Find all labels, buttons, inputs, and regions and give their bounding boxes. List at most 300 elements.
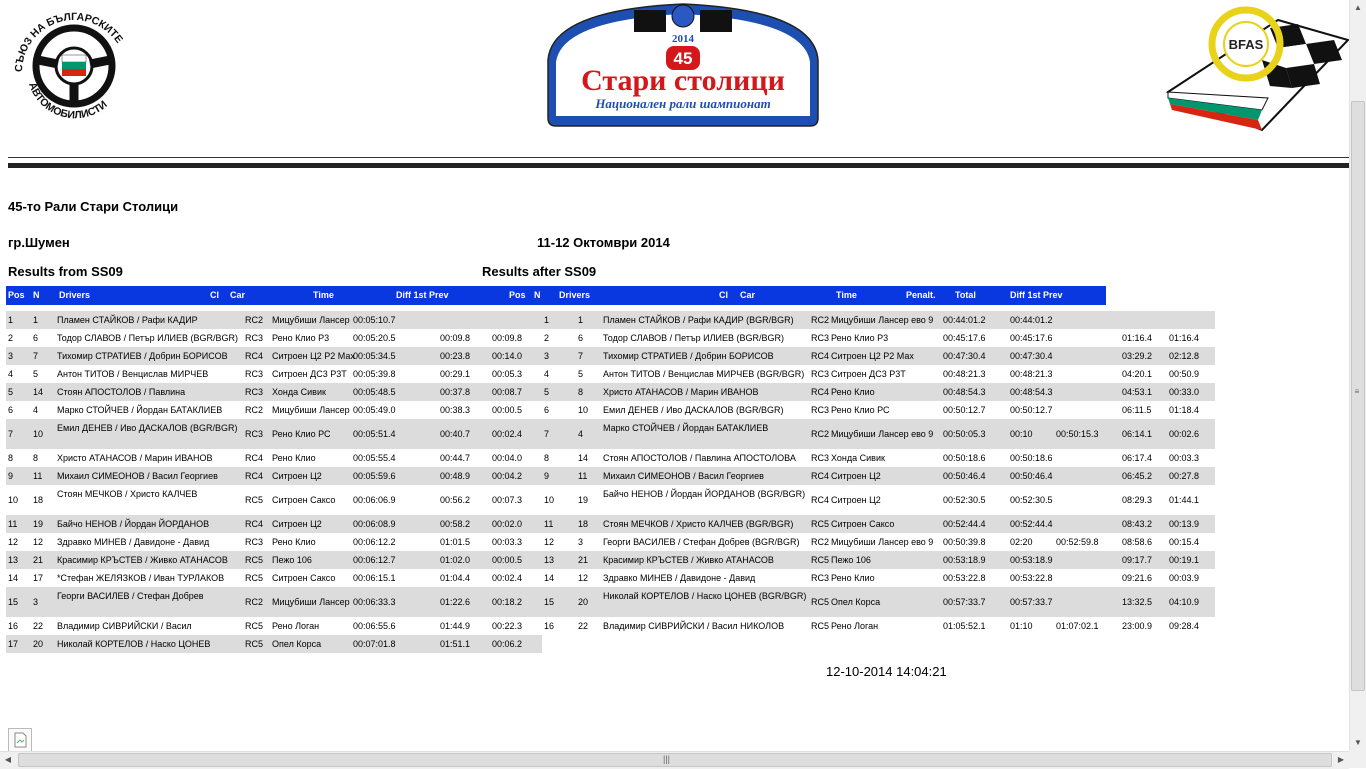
- stage-cell-diff-prev: 00:04.0: [492, 453, 523, 463]
- stage-cell-time: 00:06:08.9: [353, 519, 396, 529]
- overall-cell-cl: RC4: [811, 351, 830, 361]
- logo-center-number: 45: [673, 49, 693, 68]
- overall-cell-car: Ситроен Саксо: [831, 519, 895, 529]
- stage-cell-pos: 16: [8, 621, 19, 631]
- overall-cell-car: Рено Логан: [831, 621, 879, 631]
- overall-cell-pos: 9: [544, 471, 550, 481]
- stage-cell-diff-prev: 00:00.5: [492, 405, 523, 415]
- stage-cell-drivers: Антон ТИТОВ / Венцислав МИРЧЕВ: [57, 369, 209, 379]
- stage-cell-pos: 3: [8, 351, 14, 361]
- overall-cell-diff-first: 13:32.5: [1122, 597, 1153, 607]
- overall-cell-time: 00:50:12.7: [943, 405, 986, 415]
- stage-col-pos: Pos: [8, 290, 25, 300]
- stage-cell-n: 22: [33, 621, 44, 631]
- logo-right-text: BFAS: [1228, 37, 1264, 52]
- stage-cell-diff-first: 01:22.6: [440, 597, 471, 607]
- overall-cell-drivers: Тодор СЛАВОВ / Петър ИЛИЕВ (BGR/BGR): [603, 333, 784, 343]
- stage-cell-diff-prev: 00:18.2: [492, 597, 523, 607]
- overall-cell-time: 00:50:39.8: [943, 537, 986, 547]
- overall-col-car: Car: [740, 290, 756, 300]
- overall-cell-total: 00:47:30.4: [1010, 351, 1053, 361]
- stage-cell-pos: 4: [8, 369, 14, 379]
- overall-cell-total: 00:50:18.6: [1010, 453, 1053, 463]
- stage-cell-time: 00:06:15.1: [353, 573, 396, 583]
- overall-results-heading: Results after SS09: [482, 264, 597, 279]
- stage-cell-drivers: Михаил СИМЕОНОВ / Васил Георгиев: [57, 471, 218, 481]
- logo-center-title: Стари столици: [581, 64, 785, 97]
- stage-cell-diff-first: 00:40.7: [440, 429, 471, 439]
- overall-cell-time: 00:50:18.6: [943, 453, 986, 463]
- stage-cell-cl: RC3: [245, 429, 264, 439]
- stage-cell-car: Ситроен Ц2: [272, 519, 322, 529]
- stage-cell-diff-first: 01:44.9: [440, 621, 471, 631]
- stage-col-car: Car: [230, 290, 246, 300]
- stage-cell-drivers: Николай КОРТЕЛОВ / Наско ЦОНЕВ: [57, 639, 211, 649]
- stage-cell-cl: RC2: [245, 315, 264, 325]
- generated-timestamp: 12-10-2014 14:04:21: [826, 664, 947, 679]
- overall-cell-time: 00:50:05.3: [943, 429, 986, 439]
- overall-cell-n: 10: [578, 405, 589, 415]
- overall-cell-diff-first: 06:45.2: [1122, 471, 1153, 481]
- overall-cell-cl: RC2: [811, 537, 830, 547]
- stage-cell-n: 8: [33, 453, 39, 463]
- stage-cell-diff-first: 00:38.3: [440, 405, 471, 415]
- stage-cell-cl: RC5: [245, 639, 264, 649]
- stage-cell-drivers: Стоян АПОСТОЛОВ / Павлина: [57, 387, 186, 397]
- stage-cell-n: 11: [33, 471, 43, 481]
- overall-cell-pos: 4: [544, 369, 550, 379]
- stage-cell-car: Рено Клио: [272, 537, 316, 547]
- overall-cell-diff-prev: 00:03.3: [1169, 453, 1200, 463]
- overall-col-penalt: Penalt.: [906, 290, 936, 300]
- stage-cell-pos: 13: [8, 555, 19, 565]
- scroll-left-icon[interactable]: ◀: [4, 755, 12, 764]
- overall-cell-total: 00:44:01.2: [1010, 315, 1053, 325]
- overall-col-total: Total: [955, 290, 976, 300]
- stage-cell-diff-first: 00:44.7: [440, 453, 471, 463]
- stage-cell-diff-first: 00:48.9: [440, 471, 471, 481]
- stage-cell-car: Рено Клио: [272, 453, 316, 463]
- overall-cell-penalt: 01:10: [1010, 621, 1033, 631]
- stage-cell-drivers: Здравко МИНЕВ / Давидоне - Давид: [57, 537, 210, 547]
- stage-cell-time: 00:07:01.8: [353, 639, 396, 649]
- overall-cell-cl: RC3: [811, 573, 830, 583]
- overall-cell-drivers: Антон ТИТОВ / Венцислав МИРЧЕВ (BGR/BGR): [603, 369, 805, 379]
- stage-cell-car: Мицубиши Лансер: [272, 315, 350, 325]
- overall-cell-cl: RC4: [811, 387, 830, 397]
- stage-cell-n: 12: [33, 537, 44, 547]
- overall-cell-diff-first: 09:21.6: [1122, 573, 1153, 583]
- overall-cell-diff-first: 08:58.6: [1122, 537, 1153, 547]
- overall-cell-pos: 2: [544, 333, 550, 343]
- overall-cell-n: 20: [578, 597, 589, 607]
- stage-cell-cl: RC4: [245, 351, 264, 361]
- stage-cell-diff-prev: 00:03.3: [492, 537, 523, 547]
- stage-cell-time: 00:05:49.0: [353, 405, 396, 415]
- overall-cell-car: Рено Клио РС: [831, 405, 890, 415]
- overall-cell-diff-first: 06:14.1: [1122, 429, 1153, 439]
- stage-cell-cl: RC3: [245, 387, 264, 397]
- overall-cell-car: Рено Клио Р3: [831, 333, 889, 343]
- overall-cell-cl: RC4: [811, 495, 830, 505]
- overall-cell-pos: 3: [544, 351, 550, 361]
- overall-cell-drivers: Стоян МЕЧКОВ / Христо КАЛЧЕВ (BGR/BGR): [603, 519, 794, 529]
- overall-cell-diff-first: 09:17.7: [1122, 555, 1153, 565]
- overall-cell-total: 00:52:59.8: [1056, 537, 1099, 547]
- overall-cell-n: 1: [578, 315, 584, 325]
- stage-cell-diff-first: 00:37.8: [440, 387, 471, 397]
- stage-cell-diff-prev: 00:02.4: [492, 429, 523, 439]
- grip-icon: ≡: [1354, 387, 1360, 396]
- stage-cell-n: 4: [33, 405, 39, 415]
- overall-cell-diff-prev: 02:12.8: [1169, 351, 1200, 361]
- stage-cell-pos: 8: [8, 453, 14, 463]
- stage-cell-car: Мицубиши Лансер: [272, 405, 350, 415]
- overall-cell-time: 00:57:33.7: [943, 597, 986, 607]
- stage-cell-cl: RC4: [245, 471, 264, 481]
- overall-cell-n: 12: [578, 573, 589, 583]
- overall-cell-pos: 1: [544, 315, 550, 325]
- stage-cell-drivers: Пламен СТАЙКОВ / Рафи КАДИР: [57, 315, 198, 325]
- stage-cell-time: 00:05:59.6: [353, 471, 396, 481]
- overall-cell-drivers: Марко СТОЙЧЕВ / Йордан БАТАКЛИЕВ: [603, 423, 769, 433]
- separator-line: [8, 157, 1350, 158]
- stage-cell-cl: RC4: [245, 453, 264, 463]
- overall-cell-diff-first: 08:43.2: [1122, 519, 1153, 529]
- overall-cell-total: 00:50:15.3: [1056, 429, 1099, 439]
- stage-cell-cl: RC2: [245, 405, 264, 415]
- stage-cell-pos: 15: [8, 597, 19, 607]
- stage-cell-pos: 6: [8, 405, 14, 415]
- stage-cell-n: 3: [33, 597, 39, 607]
- stage-cell-cl: RC4: [245, 519, 264, 529]
- stage-cell-car: Рено Клио РС: [272, 429, 331, 439]
- overall-cell-pos: 10: [544, 495, 555, 505]
- separator-bar: [8, 163, 1350, 168]
- overall-cell-diff-prev: 00:13.9: [1169, 519, 1200, 529]
- overall-col-n: N: [534, 290, 541, 300]
- results-header-bar: [6, 286, 1106, 305]
- overall-cell-diff-prev: 00:27.8: [1169, 471, 1200, 481]
- overall-cell-n: 3: [578, 537, 584, 547]
- stage-cell-cl: RC3: [245, 369, 264, 379]
- overall-cell-n: 22: [578, 621, 589, 631]
- stage-cell-pos: 9: [8, 471, 14, 481]
- overall-cell-diff-first: 06:17.4: [1122, 453, 1153, 463]
- overall-cell-n: 6: [578, 333, 584, 343]
- overall-col-time: Time: [836, 290, 857, 300]
- scroll-up-icon[interactable]: ▲: [1354, 3, 1362, 12]
- overall-cell-total: 00:57:33.7: [1010, 597, 1053, 607]
- stage-cell-car: Рено Клио Р3: [272, 333, 330, 343]
- stage-cell-time: 00:05:10.7: [353, 315, 396, 325]
- overall-cell-cl: RC5: [811, 555, 830, 565]
- stage-cell-time: 00:05:20.5: [353, 333, 396, 343]
- overall-cell-diff-first: 03:29.2: [1122, 351, 1153, 361]
- overall-cell-car: Рено Клио: [831, 387, 875, 397]
- overall-cell-time: 00:45:17.6: [943, 333, 986, 343]
- stage-cell-car: Хонда Сивик: [272, 387, 326, 397]
- stage-cell-diff-prev: 00:02.0: [492, 519, 523, 529]
- overall-cell-pos: 13: [544, 555, 555, 565]
- stage-cell-drivers: Емил ДЕНЕВ / Иво ДАСКАЛОВ (BGR/BGR): [57, 423, 238, 433]
- stage-cell-car: Рено Логан: [272, 621, 320, 631]
- overall-cell-drivers: Емил ДЕНЕВ / Иво ДАСКАЛОВ (BGR/BGR): [603, 405, 784, 415]
- overall-col-drivers: Drivers: [559, 290, 591, 300]
- overall-col-pos: Pos: [509, 290, 526, 300]
- stage-cell-n: 7: [33, 351, 39, 361]
- broken-image-icon[interactable]: [8, 728, 32, 752]
- overall-cell-n: 18: [578, 519, 589, 529]
- overall-cell-pos: 8: [544, 453, 550, 463]
- overall-cell-diff-prev: 00:03.9: [1169, 573, 1200, 583]
- overall-cell-cl: RC2: [811, 429, 830, 439]
- overall-cell-diff-first: 08:29.3: [1122, 495, 1153, 505]
- stage-cell-diff-first: 01:02.0: [440, 555, 471, 565]
- stage-cell-diff-first: 01:01.5: [440, 537, 471, 547]
- stage-cell-pos: 12: [8, 537, 19, 547]
- overall-cell-drivers: Николай КОРТЕЛОВ / Наско ЦОНЕВ (BGR/BGR): [603, 591, 807, 601]
- overall-cell-pos: 5: [544, 387, 550, 397]
- stage-cell-n: 21: [33, 555, 44, 565]
- overall-cell-n: 5: [578, 369, 584, 379]
- stage-cell-pos: 17: [8, 639, 19, 649]
- stage-cell-diff-prev: 00:00.5: [492, 555, 523, 565]
- overall-cell-pos: 14: [544, 573, 555, 583]
- stage-cell-pos: 5: [8, 387, 14, 397]
- overall-cell-car: Мицубиши Лансер ево 9: [831, 537, 934, 547]
- overall-cell-n: 8: [578, 387, 584, 397]
- overall-cell-diff-prev: 01:44.1: [1169, 495, 1200, 505]
- overall-cell-total: 00:53:22.8: [1010, 573, 1053, 583]
- overall-cell-cl: RC5: [811, 597, 830, 607]
- stage-cell-cl: RC5: [245, 555, 264, 565]
- overall-cell-diff-prev: 00:15.4: [1169, 537, 1200, 547]
- stage-cell-diff-first: 00:58.2: [440, 519, 471, 529]
- overall-cell-drivers: Тихомир СТРАТИЕВ / Добрин БОРИСОВ: [603, 351, 774, 361]
- overall-cell-time: 00:53:22.8: [943, 573, 986, 583]
- overall-cell-pos: 15: [544, 597, 555, 607]
- overall-cell-diff-prev: 09:28.4: [1169, 621, 1200, 631]
- stage-cell-diff-prev: 00:04.2: [492, 471, 523, 481]
- stage-cell-n: 5: [33, 369, 39, 379]
- overall-cell-car: Мицубиши Лансер ево 9: [831, 429, 934, 439]
- overall-cell-drivers: Красимир КРЪСТЕВ / Живко АТАНАСОВ: [603, 555, 774, 565]
- stage-cell-cl: RC5: [245, 495, 264, 505]
- overall-cell-total: 00:48:21.3: [1010, 369, 1053, 379]
- scrollbar-corner: [1349, 751, 1366, 768]
- overall-cell-time: 01:05:52.1: [943, 621, 986, 631]
- overall-cell-total: 00:52:30.5: [1010, 495, 1053, 505]
- overall-cell-cl: RC2: [811, 315, 830, 325]
- stage-col-drivers: Drivers: [59, 290, 91, 300]
- stage-col-time: Time: [313, 290, 334, 300]
- overall-cell-total: 00:52:44.4: [1010, 519, 1053, 529]
- overall-cell-car: Хонда Сивик: [831, 453, 885, 463]
- stage-cell-time: 00:05:51.4: [353, 429, 396, 439]
- stage-cell-cl: RC3: [245, 537, 264, 547]
- stage-cell-diff-prev: 00:07.3: [492, 495, 523, 505]
- overall-cell-cl: RC3: [811, 369, 830, 379]
- union-bulgarian-motorists-logo: [6, 2, 142, 132]
- stage-cell-time: 00:06:06.9: [353, 495, 396, 505]
- stage-cell-time: 00:05:48.5: [353, 387, 396, 397]
- overall-cell-car: Ситроен ДС3 Р3Т: [831, 369, 906, 379]
- stage-cell-n: 17: [33, 573, 44, 583]
- overall-cell-cl: RC5: [811, 519, 830, 529]
- stage-cell-car: Ситроен Ц2 Р2 Мах: [272, 351, 355, 361]
- grip-icon: |||: [663, 754, 671, 764]
- overall-cell-pos: 16: [544, 621, 555, 631]
- overall-cell-diff-prev: 00:33.0: [1169, 387, 1200, 397]
- stage-cell-cl: RC3: [245, 333, 264, 343]
- stage-cell-drivers: Марко СТОЙЧЕВ / Йордан БАТАКЛИЕВ: [57, 405, 223, 415]
- stage-cell-diff-first: 00:56.2: [440, 495, 471, 505]
- stage-cell-drivers: Тихомир СТРАТИЕВ / Добрин БОРИСОВ: [57, 351, 228, 361]
- stage-cell-n: 6: [33, 333, 39, 343]
- scroll-down-icon[interactable]: ▼: [1354, 738, 1362, 747]
- overall-cell-drivers: Здравко МИНЕВ / Давидоне - Давид: [603, 573, 756, 583]
- stage-cell-n: 18: [33, 495, 44, 505]
- overall-cell-car: Мицубиши Лансер ево 9: [831, 315, 934, 325]
- overall-cell-drivers: Байчо НЕНОВ / Йордан ЙОРДАНОВ (BGR/BGR): [603, 489, 806, 499]
- overall-cell-diff-first: 06:11.5: [1122, 405, 1152, 415]
- overall-cell-penalt: 02:20: [1010, 537, 1033, 547]
- overall-cell-total: 01:07:02.1: [1056, 621, 1099, 631]
- overall-cell-n: 7: [578, 351, 584, 361]
- stage-cell-diff-first: 00:29.1: [440, 369, 471, 379]
- overall-cell-diff-prev: 00:19.1: [1169, 555, 1200, 565]
- stage-cell-car: Ситроен ДС3 Р3Т: [272, 369, 347, 379]
- overall-cell-diff-first: 04:53.1: [1122, 387, 1153, 397]
- stage-cell-n: 10: [33, 429, 44, 439]
- overall-cell-n: 14: [578, 453, 589, 463]
- stage-cell-diff-prev: 00:08.7: [492, 387, 523, 397]
- overall-cell-total: 00:48:54.3: [1010, 387, 1053, 397]
- overall-cell-time: 00:47:30.4: [943, 351, 986, 361]
- stage-cell-car: Ситроен Саксо: [272, 495, 336, 505]
- stage-cell-pos: 2: [8, 333, 14, 343]
- overall-cell-n: 21: [578, 555, 589, 565]
- horizontal-scrollbar-thumb[interactable]: [18, 753, 1332, 767]
- overall-cell-diff-prev: 04:10.9: [1169, 597, 1200, 607]
- stage-cell-pos: 7: [8, 429, 14, 439]
- stage-cell-diff-prev: 00:09.8: [492, 333, 523, 343]
- stage-cell-diff-first: 00:09.8: [440, 333, 471, 343]
- overall-cell-total: 00:53:18.9: [1010, 555, 1053, 565]
- overall-cell-cl: RC3: [811, 333, 830, 343]
- stage-cell-time: 00:05:39.8: [353, 369, 396, 379]
- overall-cell-car: Ситроен Ц2: [831, 471, 881, 481]
- logo-center-year: 2014: [672, 33, 694, 45]
- stage-cell-time: 00:06:33.3: [353, 597, 396, 607]
- overall-cell-diff-prev: 00:50.9: [1169, 369, 1200, 379]
- logo-left-text-bottom: АВТОМОБИЛИСТИ: [26, 80, 110, 122]
- overall-cell-n: 19: [578, 495, 589, 505]
- stage-cell-time: 00:05:55.4: [353, 453, 396, 463]
- stage-results-heading: Results from SS09: [8, 264, 123, 279]
- overall-cell-n: 4: [578, 429, 584, 439]
- overall-cell-diff-first: 04:20.1: [1122, 369, 1153, 379]
- stage-cell-diff-first: 01:51.1: [440, 639, 471, 649]
- overall-col-cl: Cl: [719, 290, 728, 300]
- overall-cell-time: 00:52:30.5: [943, 495, 986, 505]
- stage-cell-drivers: Владимир СИВРИЙСКИ / Васил: [57, 621, 192, 631]
- overall-cell-diff-prev: 01:18.4: [1169, 405, 1200, 415]
- overall-cell-time: 00:53:18.9: [943, 555, 986, 565]
- overall-cell-drivers: Михаил СИМЕОНОВ / Васил Георгиев: [603, 471, 764, 481]
- stage-cell-drivers: Тодор СЛАВОВ / Петър ИЛИЕВ (BGR/BGR): [57, 333, 238, 343]
- overall-cell-car: Пежо 106: [831, 555, 871, 565]
- overall-cell-n: 11: [578, 471, 588, 481]
- stage-cell-car: Ситроен Саксо: [272, 573, 336, 583]
- stage-col-n: N: [33, 290, 40, 300]
- stage-cell-time: 00:06:55.6: [353, 621, 396, 631]
- overall-cell-car: Ситроен Ц2: [831, 495, 881, 505]
- overall-cell-cl: RC3: [811, 453, 830, 463]
- event-title: 45-то Рали Стари Столици: [8, 199, 179, 214]
- bfas-logo: [1158, 0, 1352, 132]
- overall-cell-car: Ситроен Ц2 Р2 Мах: [831, 351, 914, 361]
- stage-cell-drivers: Георги ВАСИЛЕВ / Стефан Добрев: [57, 591, 204, 601]
- stage-col-cl: Cl: [210, 290, 219, 300]
- overall-cell-cl: RC3: [811, 405, 830, 415]
- overall-cell-cl: RC5: [811, 621, 830, 631]
- overall-cell-time: 00:48:21.3: [943, 369, 986, 379]
- overall-cell-car: Опел Корса: [831, 597, 881, 607]
- stage-cell-diff-first: 00:23.8: [440, 351, 471, 361]
- overall-cell-total: 00:50:12.7: [1010, 405, 1053, 415]
- stage-cell-diff-prev: 00:22.3: [492, 621, 523, 631]
- stage-cell-car: Ситроен Ц2: [272, 471, 322, 481]
- overall-cell-time: 00:52:44.4: [943, 519, 986, 529]
- logo-left-text-top: СЪЮЗ НА БЪЛГАРСКИТЕ: [12, 10, 126, 73]
- overall-col-diff: Diff 1st Prev: [1010, 290, 1063, 300]
- overall-cell-cl: RC4: [811, 471, 830, 481]
- stage-cell-cl: RC5: [245, 573, 264, 583]
- stage-cell-drivers: Красимир КРЪСТЕВ / Живко АТАНАСОВ: [57, 555, 228, 565]
- stage-cell-drivers: *Стефан ЖЕЛЯЗКОВ / Иван ТУРЛАКОВ: [57, 573, 225, 583]
- overall-cell-pos: 6: [544, 405, 550, 415]
- overall-cell-car: Рено Клио: [831, 573, 875, 583]
- overall-cell-diff-prev: 00:02.6: [1169, 429, 1200, 439]
- stage-cell-n: 14: [33, 387, 44, 397]
- logo-center-subtitle: Национален рали шампионат: [595, 96, 771, 111]
- stage-cell-pos: 11: [8, 519, 18, 529]
- stage-cell-n: 1: [33, 315, 39, 325]
- overall-cell-drivers: Стоян АПОСТОЛОВ / Павлина АПОСТОЛОВА: [603, 453, 796, 463]
- overall-cell-pos: 12: [544, 537, 555, 547]
- stage-cell-diff-prev: 00:14.0: [492, 351, 523, 361]
- stage-cell-diff-prev: 00:02.4: [492, 573, 523, 583]
- overall-cell-penalt: 00:10: [1010, 429, 1033, 439]
- stage-cell-pos: 10: [8, 495, 19, 505]
- stage-cell-time: 00:05:34.5: [353, 351, 396, 361]
- overall-cell-drivers: Георги ВАСИЛЕВ / Стефан Добрев (BGR/BGR): [603, 537, 800, 547]
- stage-cell-cl: RC2: [245, 597, 264, 607]
- stage-cell-time: 00:06:12.7: [353, 555, 396, 565]
- stage-cell-diff-prev: 00:05.3: [492, 369, 523, 379]
- stage-cell-cl: RC5: [245, 621, 264, 631]
- overall-cell-time: 00:44:01.2: [943, 315, 986, 325]
- overall-cell-pos: 7: [544, 429, 550, 439]
- stage-cell-car: Мицубиши Лансер: [272, 597, 350, 607]
- scroll-right-icon[interactable]: ▶: [1337, 755, 1345, 764]
- stage-cell-drivers: Стоян МЕЧКОВ / Христо КАЛЧЕВ: [57, 489, 198, 499]
- stage-cell-drivers: Христо АТАНАСОВ / Марин ИВАНОВ: [57, 453, 213, 463]
- overall-cell-time: 00:48:54.3: [943, 387, 986, 397]
- rally-old-capitals-logo: [542, 0, 824, 128]
